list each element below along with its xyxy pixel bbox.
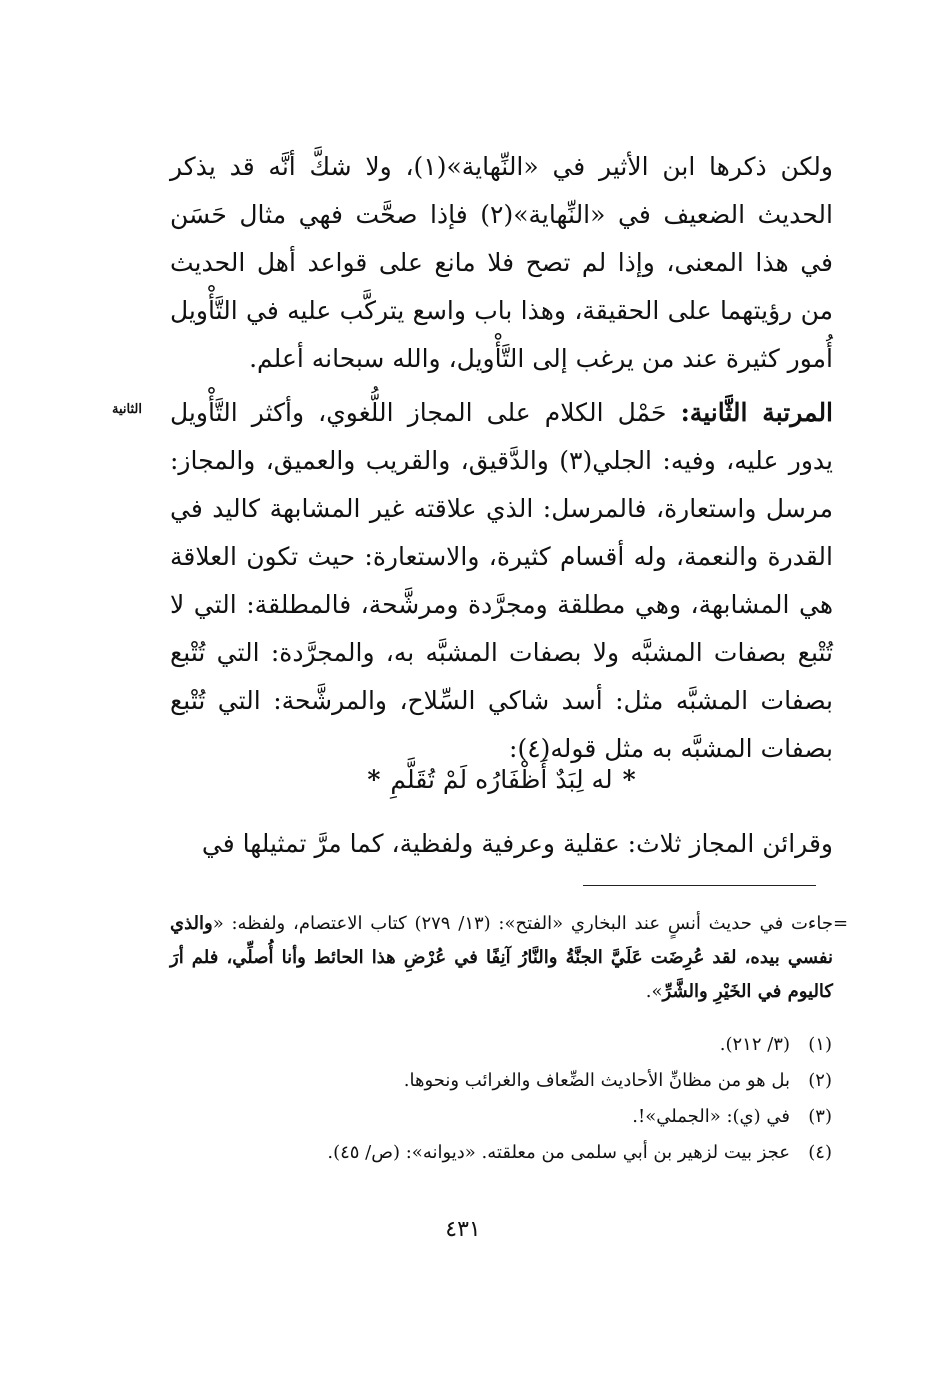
- hadith-quote: والذي نفسي بيده، لقد عُرِضَت عَلَيَّ الجنَّةُ والنَّارُ آنِفًا في عُرْضِ هذا الحائط وأنا أُصلِّي، فلم أرَ كاليوم في الخَيْرِ والشَّرِّ: [170, 913, 833, 1002]
- paragraph-intro: [170, 143, 833, 383]
- footnote-continuation-plain: جاءت في حديث أنسٍ عند البخاري «الفتح»: (١٣/ ٢٧٩) كتاب الاعتصام، ولفظه: «: [212, 913, 833, 934]
- paragraph-second-level-text: حَمْل الكلام على المجاز اللُّغوي، وأكثر التَّأْويل يدور عليه، وفيه: الجلي(٣) والدَّقيق، والقريب والعميق، والمجاز: مرسل واستعارة، فالمرسل: الذي علاقته غير المشابهة كاليد في القدرة والنعمة، وله أقسام كثيرة، والاستعارة: حيث تكون العلاقة هي المشابهة، وهي مطلقة ومجرَّدة ومرشَّحة، فالمطلقة: التي لا تُتْبع بصفات المشبَّه ولا بصفات المشبَّه به، والمجرَّدة: التي تُتْبع بصفات المشبَّه مثل: أسد شاكي السِّلاح، والمرشَّحة: التي تُتْبع بصفات المشبَّه به مثل قوله(٤):: [170, 398, 833, 763]
- verse-text: له لِبَدٌ أَظْفَارُه لَمْ تُقَلَّمِ: [390, 765, 613, 794]
- footnote-3: [632, 1100, 832, 1134]
- footnote-continuation-end: ».: [645, 981, 663, 1002]
- continuation-mark: =: [833, 913, 849, 934]
- footnote-continuation: [170, 907, 833, 1009]
- footnote-text: (٣/ ٢١٢).: [719, 1034, 790, 1055]
- footnote-number: (١): [808, 1034, 832, 1055]
- section-heading: المرتبة الثَّانية:: [680, 398, 834, 427]
- paragraph-second-level: [170, 389, 833, 773]
- verse-star-left: *: [367, 765, 381, 794]
- paragraph-intro-text: ولكن ذكرها ابن الأثير في «النِّهاية»(١)، ولا شكَّ أنَّه قد يذكر الحديث الضعيف في «النِّهاية»(٢) فإذا صحَّت فهي مثال حَسَن في هذا المعنى، وإذا لم تصح فلا مانع على قواعد أهل الحديث من رؤيتهما على الحقيقة، وهذا باب واسع يتركَّب عليه في التَّأْويل أُمور كثيرة عند من يرغب إلى التَّأْويل، والله سبحانه أعلم.: [170, 152, 833, 373]
- footnote-text: بل هو من مظانِّ الأحاديث الضِّعاف والغرائب ونحوها.: [403, 1070, 790, 1091]
- poetry-verse: [170, 756, 833, 804]
- paragraph-closing: [170, 820, 833, 868]
- footnote-text: في (ي): «الجملي»!.: [632, 1106, 790, 1127]
- footnote-text: عجز بيت لزهير بن أبي سلمى من معلقته. «ديوانه»: (ص/ ٤٥).: [327, 1142, 790, 1163]
- footnote-number: (٤): [808, 1142, 832, 1163]
- footnote-1: [720, 1028, 832, 1062]
- footnote-separator: [583, 885, 816, 886]
- margin-note: الثانية: [112, 402, 142, 417]
- footnote-4: [327, 1136, 832, 1170]
- footnote-number: (٣): [808, 1106, 832, 1127]
- footnote-2: [404, 1064, 832, 1098]
- page-number: ٤٣١: [445, 1217, 481, 1242]
- verse-star-right: *: [622, 765, 636, 794]
- paragraph-closing-text: وقرائن المجاز ثلاث: عقلية وعرفية ولفظية، كما مرَّ تمثيلها في: [201, 829, 833, 858]
- footnote-number: (٢): [808, 1070, 832, 1091]
